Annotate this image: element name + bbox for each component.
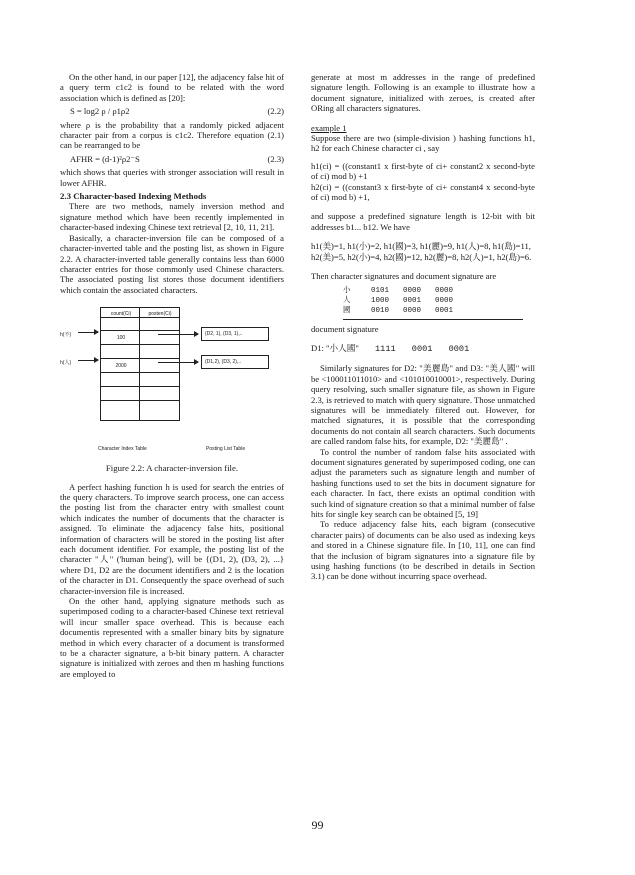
posting-list-row1: (D2, 1), (D3, 1),.. bbox=[201, 327, 269, 341]
document-signature-line bbox=[311, 343, 535, 354]
left-column bbox=[60, 72, 284, 679]
doc-bits: 1111 bbox=[375, 343, 396, 354]
arrow-to-posting1 bbox=[158, 334, 198, 335]
posting-list-row2: (D1,2), (D3, 2),.. bbox=[201, 355, 269, 369]
equation-number: (2.3) bbox=[267, 153, 284, 164]
sig-bits: 0001 bbox=[435, 306, 454, 315]
count-value-row2: 2000 bbox=[115, 363, 127, 370]
count-header: count(Ci) bbox=[110, 311, 132, 318]
signature-row bbox=[343, 286, 535, 296]
paragraph: generate at most m addresses in the range of predefined signature length. Following is an example to illustrate how a document signature, initialized with zeroes, is created after ORing all characters signatures. bbox=[311, 72, 535, 114]
equation-2-3 bbox=[70, 154, 284, 164]
character-index-table bbox=[100, 307, 180, 421]
sig-char: 人 bbox=[343, 296, 351, 305]
paragraph: To control the number of random false hits associated with document signatures generated by superimposed coding, one can adjust the parameters such as signature length and number of hashing functions used to set the bits in document signature for each character. In fact, there exists an optimal condition with such kind of signature creation so that a minimal number of false hits for single key search can be obtained [5, 19] bbox=[311, 446, 535, 519]
paragraph: where ρ is the probability that a randomly picked adjacent character pair from a corpus is c1c2. Therefore equation (2.1) can be rearranged to be bbox=[60, 119, 284, 151]
sig-char: 國 bbox=[343, 306, 351, 315]
doc-label: D1: "小人國" bbox=[311, 342, 359, 353]
arrow-to-row2 bbox=[78, 360, 98, 361]
posting-table-caption: Posting List Table bbox=[206, 446, 246, 453]
sig-bits: 0000 bbox=[403, 286, 422, 295]
sig-bits: 0000 bbox=[435, 296, 454, 305]
document-signature-label: document signature bbox=[311, 323, 379, 334]
paragraph: Basically, a character-inversion file can be composed of a character-inverted table and the posting list, as shown in Figure 2.2. A character-inverted table generally contains less than 6000 character entries for those commonly used Chinese characters. The associated posting list stores those document identifiers which contain the associated characters. bbox=[60, 232, 284, 295]
doc-bits: 0001 bbox=[448, 343, 470, 354]
hash-values-h2: h2(美)=5, h2(小)=4, h2(國)=12, h2(麗)=8, h2(人)=1, h2(島)=6. bbox=[311, 251, 532, 262]
doc-bits: 0001 bbox=[411, 343, 433, 354]
arrow-to-row1 bbox=[78, 332, 98, 333]
sig-char: 小 bbox=[343, 286, 351, 295]
hash-label-row1: h(不) bbox=[60, 332, 72, 339]
example-label: example 1 bbox=[311, 122, 347, 133]
sig-bits: 0001 bbox=[403, 296, 422, 305]
hash-values-h1: h1(美)=1, h1(小)=2, h1(國)=3, h1(麗)=9, h1(人)=8, h1(島)=11, bbox=[311, 241, 531, 252]
paragraph: To reduce adjacency false hits, each bigram (consecutive character pairs) of documents can be also used as indexing keys and stored in a Chinese signature file. In [10, 11], one can find that the inclusion of bigram signatures into a signature file by using hashing functions (to be described in details in Section 3.1) can be done without incurring space overhead. bbox=[311, 519, 535, 582]
paragraph: On the other hand, in our paper [12], the adjacency false hit of a query term c1c2 is found to be related with the word association which is defined as [20]: bbox=[60, 72, 284, 103]
sig-bits: 0000 bbox=[435, 286, 454, 295]
hash-function-h1: h1(ci) = ((constant1 x first-byte of ci+ constant2 x second-byte of ci) mod b) +1 bbox=[311, 160, 535, 182]
sig-bits: 0010 bbox=[371, 306, 390, 315]
paragraph: Similarly signatures for D2: "美麗島" and D3: "美人國" will be <100011011010> and <101010010001>, respectively. During query resolving, such smaller signature file, as shown in Figure 2.3, is retrieved to match with query signature. Those unmatched signatures will be immediately filtered out. However, for matched signatures, it is possible that the corresponding documents do not contain all search characters. Such documents are called random false hits, for example, D2: "美麗島" . bbox=[311, 363, 535, 447]
paragraph: Then character signatures and document signature are bbox=[311, 271, 497, 282]
hash-label-row2: h(人) bbox=[60, 360, 72, 367]
hash-function-h2: h2(ci) = ((constant3 x first-byte of ci+ constant4 x second-byte of ci) mod b) +1, bbox=[311, 181, 535, 203]
arrow-to-posting2 bbox=[158, 362, 198, 363]
paragraph: which shows that queries with stronger association will result in lower AFHR. bbox=[60, 167, 284, 188]
equation-number: (2.2) bbox=[267, 106, 284, 117]
index-table-caption: Character Index Table bbox=[98, 446, 147, 453]
page-number: 99 bbox=[311, 818, 324, 832]
equation-body: AFHR = (d-1)²ρ2⁻S bbox=[70, 153, 140, 164]
posting-header: posten(Ci) bbox=[148, 311, 172, 318]
paragraph: Suppose there are two (simple-division ) hashing functions h1, h2 for each Chinese character ci , say bbox=[311, 133, 535, 154]
signature-row bbox=[343, 296, 535, 306]
figure-caption: Figure 2.2: A character-inversion file. bbox=[105, 463, 239, 474]
sig-bits: 0000 bbox=[403, 306, 422, 315]
section-heading: 2.3 Character-based Indexing Methods bbox=[60, 191, 207, 202]
paragraph: On the other hand, applying signature methods such as superimposed coding to a character-based Chinese text retrieval will incur smaller space overhead. This is because each documentis represented with a smaller binary bits by signature method in which every character of a document is transformed to be a character signature, a b-bit binary pattern. A character signature is initialized with zeroes and then m hashing functions are employed to bbox=[60, 596, 284, 679]
paragraph: and suppose a predefined signature length is 12-bit with bit addresses b1... b12. We have bbox=[311, 211, 535, 232]
right-column bbox=[311, 72, 535, 582]
sig-bits: 1000 bbox=[371, 296, 390, 305]
paragraph: A perfect hashing function h is used for search the entries of the query characters. To improve search process, one can access the posting list from the character entry with smallest count which indicates the number of documents that the character is assigned. To eliminate the adjacency false hits, positional information of characters will be stored in the posting list after each document identifier. For example, the posting list of the character "人" ('human being'), will be {(D1, 2), (D3, 2), ...} where D1, D2 are the document identifiers and 2 is the location of the character in D1. Consequently the space overhead of such character-inversion file is increased. bbox=[60, 481, 284, 596]
character-signature-table bbox=[343, 286, 535, 320]
equation-2-2 bbox=[70, 106, 284, 116]
paragraph: There are two methods, namely inversion method and signature method which have been recently implemented in character-based indexing Chinese text retrieval [2, 10, 11, 21]. bbox=[60, 201, 284, 233]
signature-row bbox=[343, 306, 535, 316]
divider-rule bbox=[343, 319, 523, 320]
sig-bits: 0101 bbox=[371, 286, 390, 295]
count-value-row1: 100 bbox=[116, 335, 126, 342]
equation-body: S = log2 ρ / ρ1ρ2 bbox=[70, 106, 130, 117]
figure-2-2 bbox=[60, 303, 284, 461]
